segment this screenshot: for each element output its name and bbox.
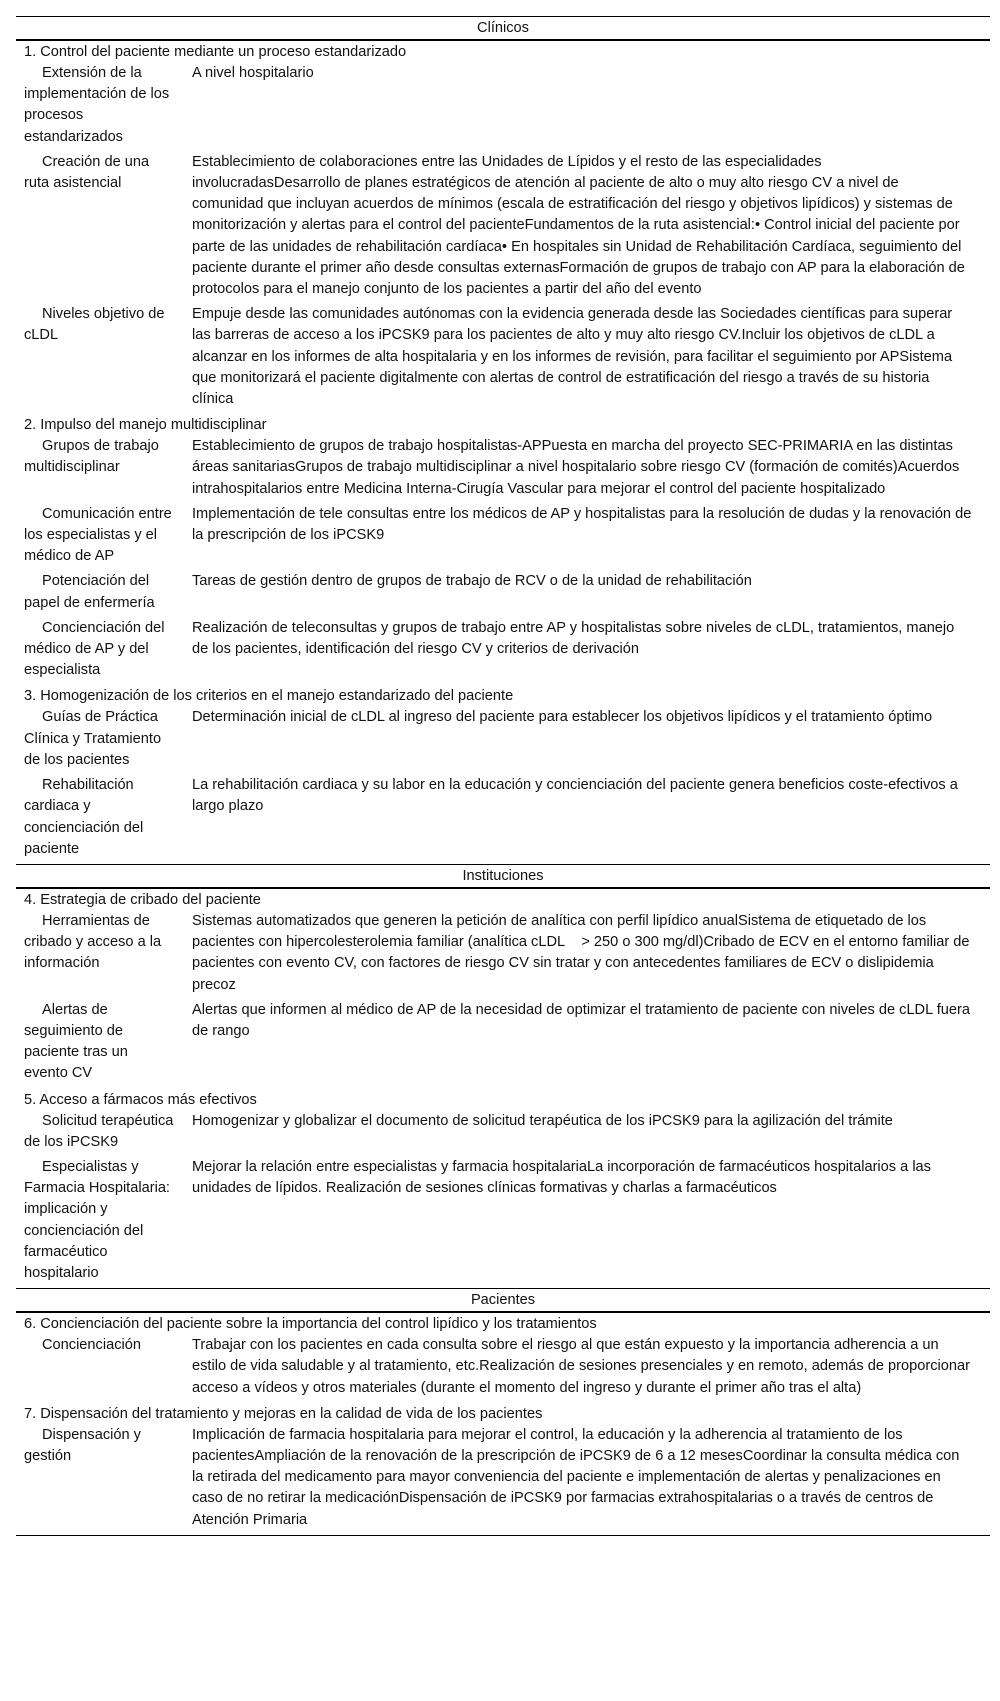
row-label: Extensión de la implementación de los procesos estandarizados bbox=[24, 65, 170, 145]
table-row bbox=[16, 63, 990, 148]
row-description: Tareas de gestión dentro de grupos de trabajo de RCV o de la unidad de rehabilitación bbox=[192, 573, 752, 590]
row-label: Niveles objetivo de cLDL bbox=[24, 306, 165, 344]
row-label: Solicitud terapéutica de los iPCSK9 bbox=[24, 1112, 174, 1150]
table-row bbox=[16, 1335, 990, 1399]
row-description: Mejorar la relación entre especialistas y farmacia hospitalariaLa incorporación de farmacéuticos hospitalarios a las unidades de lípidos. Realización de sesiones clínicas formativas y charlas a farmacéuticos bbox=[192, 1158, 931, 1197]
table-row bbox=[16, 571, 990, 613]
group-title: 1. Control del paciente mediante un proceso estandarizado bbox=[24, 44, 407, 60]
row-label: Concienciación del médico de AP y del especialista bbox=[24, 619, 165, 679]
table-row bbox=[16, 618, 990, 682]
section-header: Instituciones bbox=[16, 864, 990, 889]
row-label: Grupos de trabajo multidisciplinar bbox=[24, 438, 159, 476]
row-label: Potenciación del papel de enfermería bbox=[24, 573, 155, 611]
row-description: Alertas que informen al médico de AP de la necesidad de optimizar el tratamiento de paciente con niveles de cLDL fuera de rango bbox=[192, 1001, 970, 1039]
row-description: Determinación inicial de cLDL al ingreso del paciente para establecer los objetivos lipídicos y el tratamiento óptimo bbox=[192, 709, 933, 726]
row-description: Empuje desde las comunidades autónomas con la evidencia generada desde las Sociedades científicas para superar las barreras de acceso a los iPCSK9 para los pacientes de alto y muy alto riesgo CV.Incluir los objetivos de cLDL a alcanzar en los informes de alta hospitalaria y en los informes de revisión, para facilitar el seguimiento por APSistema que monitorizará el paciente digitalmente con alertas de control de estratificación del riesgo a través de su historia clínica bbox=[192, 306, 953, 408]
table-row bbox=[16, 775, 990, 860]
row-description: Implicación de farmacia hospitalaria para mejorar el control, la educación y la adherencia al tratamiento de los pacientesAmpliación de la renovación de la prescripción de iPCSK9 de 6 a 12 mesesCoordinar la consulta médica con la retirada del medicamento para mayor conveniencia del paciente e implementación de alertas y penalizaciones en caso de no retirar la medicaciónDispensación de iPCSK9 por farmacias extrahospitalarias o a través de centros de Atención Primaria bbox=[192, 1426, 960, 1528]
row-description: Establecimiento de colaboraciones entre las Unidades de Lípidos y el resto de las especialidades involucradasDesarrollo de planes estratégicos de atención al paciente de alto o muy alto riesgo CV a nivel de comunidad que incluyan acuerdos de mínimos (escala de estratificación del riesgo y objetivos lipídicos) y sistemas de monitorización y alertas para el control del pacienteFundamentos de la ruta asistencial:• Control inicial del paciente por parte de las unidades de rehabilitación cardíaca• En hospitales sin Unidad de Rehabilitación Cardíaca, seguimiento del paciente durante el primer año desde consultas externasFormación de grupos de trabajo con AP para la elaboración de protocolos para el manejo conjunto de los pacientes a partir del año del evento bbox=[192, 153, 965, 298]
row-label: Especialistas y Farmacia Hospitalaria: implicación y concienciación del farmacéutico hospitalario bbox=[24, 1158, 170, 1281]
row-description: La rehabilitación cardiaca y su labor en la educación y concienciación del paciente genera beneficios coste-efectivos a largo plazo bbox=[192, 777, 958, 815]
row-spacer bbox=[16, 1531, 990, 1535]
table-row bbox=[16, 1111, 990, 1153]
row-label: Herramientas de cribado y acceso a la información bbox=[24, 912, 162, 972]
group-title: 4. Estrategia de cribado del paciente bbox=[24, 891, 261, 908]
table-row bbox=[16, 911, 990, 996]
row-label: Alertas de seguimiento de paciente tras un evento CV bbox=[24, 1001, 128, 1082]
row-label: Comunicación entre los especialistas y el médico de AP bbox=[24, 505, 172, 565]
table-row bbox=[16, 304, 990, 410]
row-label: Concienciación bbox=[42, 1337, 141, 1354]
section-header: Clínicos bbox=[16, 17, 990, 41]
table-row bbox=[16, 707, 990, 771]
row-label: Dispensación y gestión bbox=[24, 1426, 141, 1464]
row-description: Implementación de tele consultas entre los médicos de AP y hospitalistas para la resolución de dudas y la renovación de la prescripción de los iPCSK9 bbox=[192, 505, 972, 544]
strategies-table bbox=[16, 16, 990, 1536]
group-title: 3. Homogenización de los criterios en el manejo estandarizado del paciente bbox=[24, 688, 514, 705]
table-row bbox=[16, 1157, 990, 1284]
row-label: Creación de una ruta asistencial bbox=[24, 153, 150, 192]
group-title: 2. Impulso del manejo multidisciplinar bbox=[24, 417, 267, 434]
table-row bbox=[16, 152, 990, 300]
table-row bbox=[16, 1425, 990, 1531]
group-title: 5. Acceso a fármacos más efectivos bbox=[24, 1091, 257, 1108]
row-description: A nivel hospitalario bbox=[192, 65, 314, 81]
group-title: 7. Dispensación del tratamiento y mejoras en la calidad de vida de los pacientes bbox=[24, 1405, 543, 1422]
row-description: Homogenizar y globalizar el documento de solicitud terapéutica de los iPCSK9 para la agilización del trámite bbox=[192, 1112, 893, 1129]
table-row bbox=[16, 504, 990, 568]
section-header: Pacientes bbox=[16, 1288, 990, 1313]
row-description: Sistemas automatizados que generen la petición de analítica con perfil lipídico anualSistema de etiquetado de los pacientes con hipercolesterolemia familiar (analítica cLDL > 250 o 300 mg/dl)Cribado de ECV en el entorno familiar de pacientes con evento CV, con factores de riesgo CV sin tratar y con antecedentes familiares de ECV o dislipidemia precoz bbox=[192, 912, 970, 993]
group-title: 6. Concienciación del paciente sobre la importancia del control lipídico y los tratamientos bbox=[24, 1316, 597, 1333]
row-description: Trabajar con los pacientes en cada consulta sobre el riesgo al que están expuesto y la importancia adherencia a un estilo de vida saludable y al tratamiento, etc.Realización de sesiones presenciales y en remoto, además de proporcionar acceso a vídeos y otros materiales (durante el momento del ingreso y durante el primer año tras el alta) bbox=[192, 1337, 970, 1396]
row-description: Establecimiento de grupos de trabajo hospitalistas-APPuesta en marcha del proyecto SEC-PRIMARIA en las distintas áreas sanitariasGrupos de trabajo multidisciplinar a nivel hospitalario sobre riesgo CV (formación de comités)Acuerdos intrahospitalarios entre Medicina Interna-Cirugía Vascular para mejorar el control del paciente hospitalizado bbox=[192, 438, 960, 497]
row-label: Rehabilitación cardiaca y concienciación del paciente bbox=[24, 777, 144, 857]
table-row bbox=[16, 1000, 990, 1085]
row-description: Realización de teleconsultas y grupos de trabajo entre AP y hospitalistas sobre niveles de cLDL, tratamientos, manejo de los pacientes, identificación del riesgo CV y criterios de derivación bbox=[192, 619, 955, 658]
row-label: Guías de Práctica Clínica y Tratamiento de los pacientes bbox=[24, 709, 162, 768]
table-row bbox=[16, 436, 990, 500]
